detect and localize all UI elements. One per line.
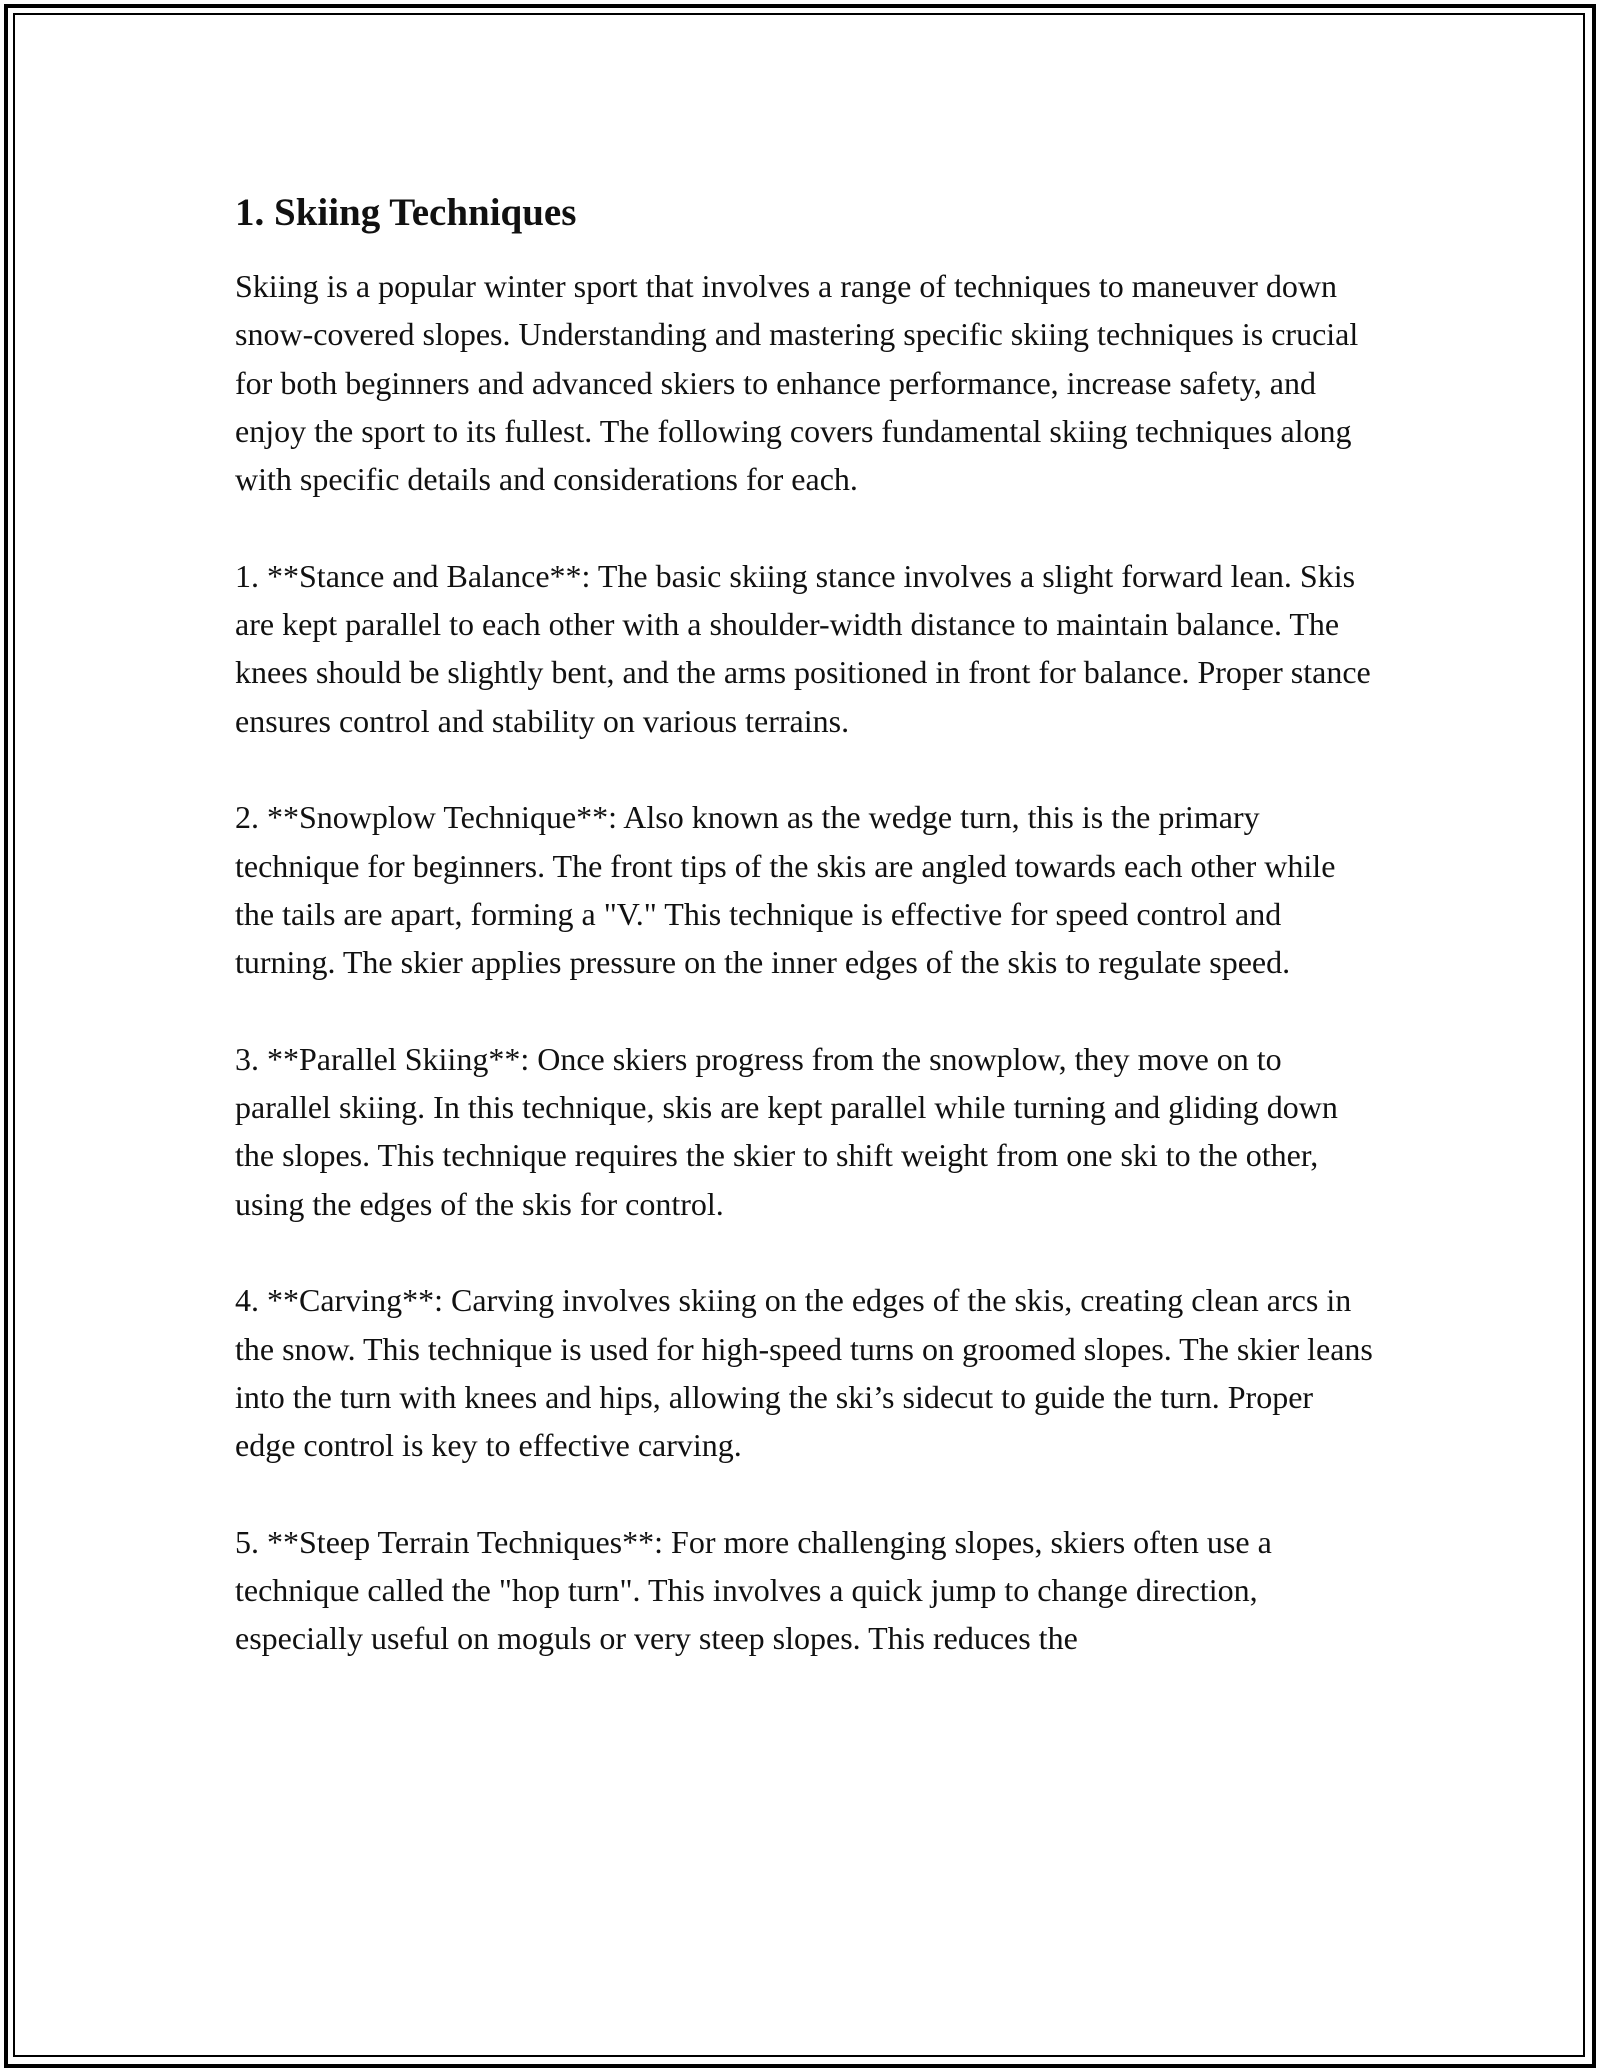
paragraph-parallel-skiing: 3. **Parallel Skiing**: Once skiers progress from the snowplow, they move on to parallel skiing. In this technique, skis are kept parallel while turning and gliding down the slopes. This technique requires the skier to shift weight from one ski to the other, using the edges of the skis for control. xyxy=(235,1040,1338,1222)
paragraph-snowplow-technique: 2. **Snowplow Technique**: Also known as the wedge turn, this is the primary technique for beginners. The front tips of the skis are angled towards each other while the tails are apart, forming a "V." This technique is effective for speed control and turning. The skier applies pressure on the inner edges of the skis to regulate speed. xyxy=(235,799,1336,981)
document-body xyxy=(235,185,1375,1711)
paragraph-carving: 4. **Carving**: Carving involves skiing on the edges of the skis, creating clean arcs in the snow. This technique is used for high-speed turns on groomed slopes. The skier leans into the turn with knees and hips, allowing the ski’s sidecut to guide the turn. Proper edge control is key to effective carving. xyxy=(235,1282,1373,1464)
intro-paragraph: Skiing is a popular winter sport that involves a range of techniques to maneuver down snow-covered slopes. Understanding and mastering specific skiing techniques is crucial for both beginners and advanced skiers to enhance performance, increase safety, and enjoy the sport to its fullest. The following covers fundamental skiing techniques along with specific details and considerations for each. xyxy=(235,268,1359,498)
paragraph-steep-terrain: 5. **Steep Terrain Techniques**: For more challenging slopes, skiers often use a technique called the "hop turn". This involves a quick jump to change direction, especially useful on moguls or very steep slopes. This reduces the xyxy=(235,1523,1272,1657)
paragraph-stance-and-balance: 1. **Stance and Balance**: The basic skiing stance involves a slight forward lean. Skis are kept parallel to each other with a shoulder-width distance to maintain balance. The knees should be slightly bent, and the arms positioned in front for balance. Proper stance ensures control and stability on various terrains. xyxy=(235,557,1371,739)
section-title: 1. Skiing Techniques xyxy=(235,191,577,234)
